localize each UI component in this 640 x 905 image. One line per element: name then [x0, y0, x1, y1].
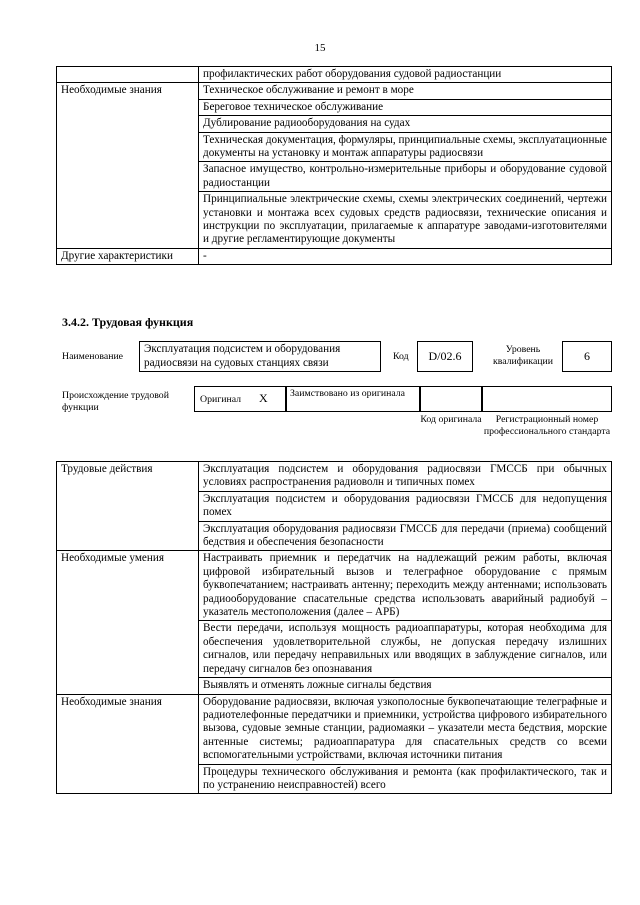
original-label: Оригинал [200, 394, 242, 405]
original-box [194, 386, 286, 412]
original-code-box [420, 386, 482, 412]
table-cell: Дублирование радиооборудования на судах [199, 116, 612, 132]
table-row [57, 67, 612, 83]
registration-number-caption: Регистрационный номер профессионального стандарта [483, 414, 611, 437]
table-cell: Техническая документация, формуляры, принципиальные схемы, эксплуатационные документы на установку и монтаж аппаратуры радиосвязи [199, 132, 612, 162]
table-cell: Эксплуатация подсистем и оборудования радиосвязи ГМССБ для недопущения помех [199, 491, 612, 521]
function-details-table [56, 461, 612, 794]
table-row [57, 83, 612, 99]
table-cell: Береговое техническое обслуживание [199, 99, 612, 115]
page-number: 15 [314, 42, 326, 54]
level-value-box: 6 [562, 341, 612, 372]
original-code-caption: Код оригинала [420, 414, 482, 425]
table-cell: - [199, 248, 612, 264]
table-row [57, 462, 612, 492]
row-label-labor-actions: Трудовые действия [57, 462, 199, 551]
table-cell: профилактических работ оборудования судовой радиостанции [199, 67, 612, 83]
registration-number-box [482, 386, 612, 412]
row-label-skills: Необходимые умения [57, 551, 199, 694]
table-row [57, 551, 612, 621]
table-cell: Выявлять и отменять ложные сигналы бедствия [199, 678, 612, 694]
section-title: 3.4.2. Трудовая функция [62, 315, 194, 329]
row-label-other: Другие характеристики [57, 248, 199, 264]
knowledge-table-continued [56, 66, 612, 265]
function-code-box: D/02.6 [417, 341, 473, 372]
table-cell: Вести передачи, используя мощность радиоаппаратуры, которая необходима для обеспечения удовлетворительной службы, не допуская передачу излишних сигналов, или передачу неправильных или вводящих в заблуждение сигналов, или передачу сигналов без опознавания [199, 621, 612, 678]
row-label-knowledge: Необходимые знания [57, 83, 199, 248]
table-cell: Эксплуатация подсистем и оборудования радиосвязи ГМССБ при обычных условиях распространения радиоволн и типичных помех [199, 462, 612, 492]
table-cell: Эксплуатация оборудования радиосвязи ГМССБ для передачи (приема) сообщений бедствия и обеспечения безопасности [199, 521, 612, 551]
borrowed-box: Заимствовано из оригинала [286, 386, 420, 412]
code-label: Код [393, 351, 409, 362]
function-name-box: Эксплуатация подсистем и оборудования радиосвязи на судовых станциях связи [139, 341, 381, 372]
row-label-knowledge: Необходимые знания [57, 694, 199, 794]
table-cell: Принципиальные электрические схемы, схемы электрических соединений, чертежи установки и монтажа всех судовых средств радиосвязи, технические описания и инструкции по эксплуатации, прилагаемые к аппаратуре заводами-изготовителями и другие регламентирующие документы [199, 192, 612, 249]
table-row [57, 694, 612, 764]
level-label: Уровень квалификации [492, 344, 554, 367]
original-mark: X [259, 391, 268, 405]
table-cell: Процедуры технического обслуживания и ремонта (как профилактического, так и по устранению неисправностей) всего [199, 764, 612, 794]
row-label-empty [57, 67, 199, 83]
table-cell: Техническое обслуживание и ремонт в море [199, 83, 612, 99]
table-cell: Оборудование радиосвязи, включая узкополосные буквопечатающие телеграфные и радиотелефонные передатчики и приемники, устройства цифрового избирательного вызова, судовые земные станции, радиомаяки – указатели места бедствия, морские антенные системы; радиоаппаратура для спасательных средств со всеми вспомогательными устройствами, включая источники питания [199, 694, 612, 764]
table-cell: Настраивать приемник и передатчик на надлежащий режим работы, включая цифровой избирательный вызов и телеграфное оборудование с прямым буквопечатанием; настраивать антенну; переходить между антеннами; использовать радиооборудование спасательные средства использовать аварийный радиобуй – указатель местоположения (далее – АРБ) [199, 551, 612, 621]
name-label: Наименование [62, 351, 124, 362]
table-cell: Запасное имущество, контрольно-измерительные приборы и оборудование судовой радиостанции [199, 162, 612, 192]
table-row [57, 248, 612, 264]
origin-label: Происхождение трудовой функции [62, 390, 169, 413]
